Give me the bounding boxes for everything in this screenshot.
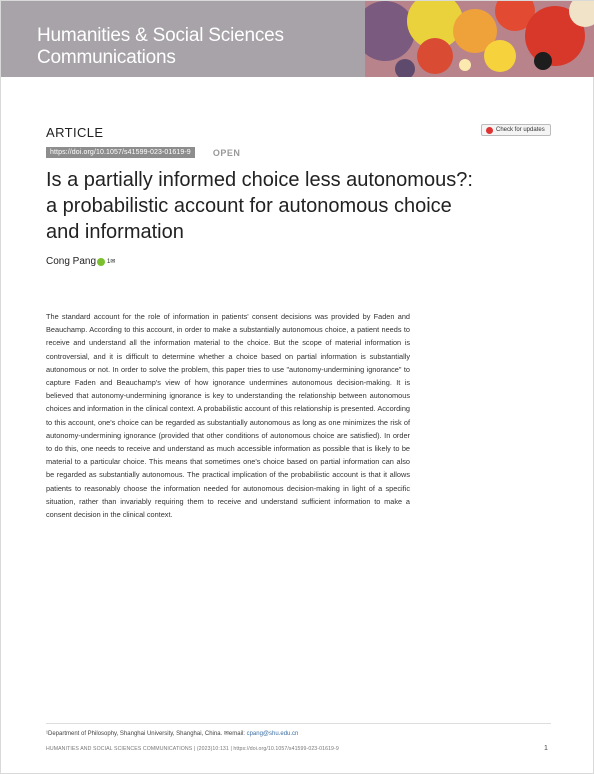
- author-affiliation: 1✉: [107, 259, 116, 265]
- open-access-label: OPEN: [212, 147, 241, 158]
- journal-title[interactable]: Humanities & Social Sciences Communications: [37, 25, 284, 68]
- doi-link[interactable]: https://doi.org/10.1057/s41599-023-01619-9: [46, 147, 195, 158]
- page-footer: HUMANITIES AND SOCIAL SCIENCES COMMUNICATIONS | (2023)10:131 | https://doi.org/10.1057/s41599-023-01619-9: [46, 746, 339, 752]
- author-email-link[interactable]: cpang@shu.edu.cn: [246, 731, 299, 737]
- check-for-updates-button[interactable]: Check for updates: [481, 124, 551, 136]
- article-title: Is a partially informed choice less autonomous?: a probabilistic account for autonomous choice and information: [46, 169, 473, 243]
- banner-artwork: [365, 1, 594, 77]
- affiliation-footnote: ¹Department of Philosophy, Shanghai University, Shanghai, China. ✉email: cpang@shu.edu.cn: [46, 731, 299, 737]
- update-badge-icon: [486, 127, 493, 134]
- page-number: 1: [544, 745, 548, 752]
- article-type: ARTICLE: [46, 125, 104, 140]
- author-line: [46, 256, 115, 267]
- author-name[interactable]: Cong Pang: [46, 256, 97, 267]
- abstract: The standard account for the role of information in patients' consent decisions was provided by Faden and Beauchamp. According to this account, in order to make a substantially autonomous choice, a patient needs to receive and understand all the information material to the choice. But the scope of material information is controversial, and it is difficult to determine whether a choice based on partial information is substantially autonomous or not. In order to solve the problem, this paper tries to use "autonomy-undermining ignorance" to capture Faden and Beauchamp's view of how ignorance undermines autonomous decision-making. It is believed that autonomy-undermining ignorance is key to understanding the relationship between autonomous choices and information in the clinical context. A probabilistic account of this relationship is presented. According to this account, one's choice can be regarded as substantially autonomous as long as one minimizes the risk of autonomy-undermining ignorance (provided that other conditions of autonomous choice are satisfied). In order to do this, one needs to receive and understand as much accessible information as possible that is likely to be material to a particular choice. This means that sometimes one's choice based on partial information can also be regarded as substantially autonomous. The practical implication of the probabilistic account is that it allows patients to reasonably choose the information needed for autonomous decision-making in light of a specific situation, rather than invariably requiring them to receive and understand sufficient information to make a consent decision in the clinical context.: [46, 312, 410, 520]
- journal-banner: [1, 1, 594, 77]
- footnote-divider: [46, 723, 551, 724]
- orcid-icon[interactable]: [97, 258, 105, 266]
- doi-row: [46, 147, 240, 158]
